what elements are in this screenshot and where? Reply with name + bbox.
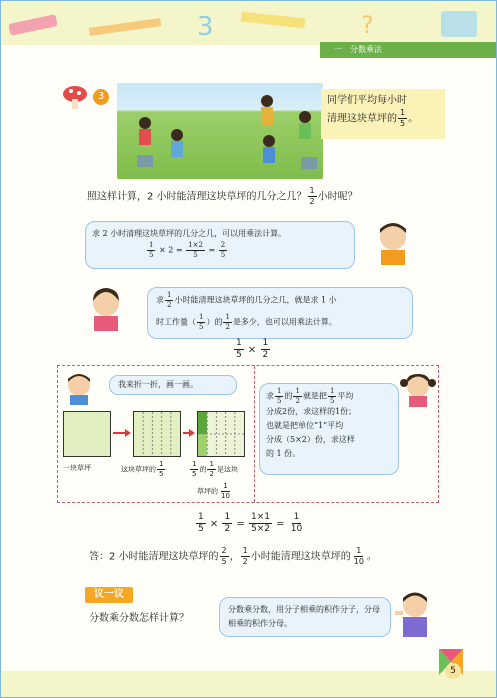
- fraction-numerator: 1×1: [250, 512, 270, 522]
- answer-end: 。: [366, 551, 377, 563]
- hint-line2-a: 时工作量: [156, 317, 188, 327]
- label-whole-lawn: 一块草坪: [63, 464, 91, 472]
- hint-bubble-girl: [147, 287, 413, 339]
- multiplication-expression: [233, 339, 271, 360]
- prompt-text: 照这样计算，2 小时能清理这块草坪的几分之几？: [87, 191, 307, 203]
- chapter-tab: [320, 42, 496, 58]
- answer-comma: ，: [229, 551, 240, 563]
- top-decoration-band: [1, 1, 496, 45]
- fraction-denominator: 2: [309, 197, 315, 206]
- discuss-bubble: [219, 597, 391, 637]
- punctuation: 。: [408, 113, 419, 125]
- girl-avatar: [85, 285, 127, 331]
- discuss-ribbon: 议一议: [85, 587, 133, 603]
- boy-avatar-pointing: [395, 589, 435, 637]
- hint-bubble-boy: [85, 221, 355, 269]
- answer-prefix: 答：2 小时能清理这块草坪的: [89, 551, 219, 563]
- girl-note-line5: 的 1 份。: [266, 449, 301, 458]
- result-denominator: 10: [290, 524, 303, 534]
- bottom-decoration-band: [1, 671, 496, 697]
- fraction-numerator: 1: [262, 338, 269, 348]
- answer-line: 答：2 小时能清理这块草坪的 $\frac{2}{5}$ ， $\frac{1}{2}$ 小时能清理这块草坪的 $\frac{1}{10}$ 。: [89, 546, 377, 566]
- example-badge: [61, 83, 113, 111]
- girl-note-line1: 求 $\frac{1}{5}$ 的 $\frac{1}{2}$ 就是把 $\frac{1}{5}$ 平均: [266, 387, 354, 405]
- page-number: 5: [445, 663, 461, 679]
- girl-note-line3: 也就是把单位“1”平均: [266, 421, 344, 430]
- discuss-bubble-text: 分数乘分数，用分子相乘的积作分子，分母相乘的积作分母。: [228, 605, 380, 628]
- fraction-denominator: 5: [236, 350, 242, 360]
- box-divider: [254, 366, 256, 502]
- label-fifth: 这块草坪的 $\frac{1}{5}$: [121, 460, 164, 478]
- example-question-line2: [327, 109, 439, 128]
- hint-line2-b: 的: [214, 317, 223, 327]
- hint-line2-c: 是多少，也可以用乘法计算。: [232, 317, 337, 327]
- boy-avatar-small: [63, 371, 95, 405]
- boy-avatar: [373, 219, 413, 265]
- label-tenth-b: 是这块: [216, 465, 238, 474]
- speech-bubble-fold: [109, 375, 237, 395]
- fraction-denominator: 2: [262, 350, 269, 360]
- prompt-fraction: [308, 187, 317, 206]
- fraction-denominator: 5×2: [250, 524, 270, 534]
- fold-speech-text: 我来折一折，画一画。: [118, 380, 198, 389]
- tenths-square: [197, 411, 245, 457]
- fifths-square: [133, 411, 181, 457]
- stationery-decoration: [1, 1, 496, 45]
- svg-text:3: 3: [197, 12, 214, 42]
- arrow-head-2: [189, 429, 195, 437]
- hint-equation: $\frac{1}{5}$ × 2 = $\frac{1\times 2}{5}$ = $\frac{2}{5}$: [149, 241, 226, 259]
- equals-sign: =: [236, 518, 245, 530]
- hint-text: 求 2 小时清理这块草坪的几分之几，可以用乘法计算。: [92, 229, 287, 238]
- label-fifth-text: 这块草坪的: [121, 465, 156, 474]
- example-question-card: [321, 89, 445, 139]
- arrow-head-1: [125, 429, 131, 437]
- problem-prompt: [87, 187, 358, 206]
- svg-text:?: ?: [361, 11, 374, 39]
- example-number: 3: [93, 89, 109, 105]
- fraction-numerator: 1: [236, 338, 242, 348]
- fraction-numerator: 1: [309, 186, 315, 195]
- label-tenth: $\frac{1}{5}$ 的 $\frac{1}{2}$ 是这块: [192, 460, 238, 478]
- example-question-text: 清理这块草坪的: [327, 113, 397, 125]
- girl-note-lines: [266, 388, 356, 461]
- girl-hint-line2: 时工作量（ $\frac{1}{5}$ ）的 $\frac{1}{2}$ 是多少，也可以用乘法计算。: [156, 313, 337, 331]
- result-numerator: 1: [293, 512, 300, 522]
- chapter-title: 一 分数乘法: [334, 45, 382, 54]
- whole-lawn-square: [63, 411, 111, 457]
- label-tenth-a: 的: [199, 465, 207, 474]
- girl-note-line2: 分成2份，求这样的1份；: [266, 407, 357, 416]
- example-fraction: [398, 109, 407, 128]
- prompt-tail: 小时呢？: [317, 191, 358, 203]
- girl-hint-line1: 求 $\frac{1}{2}$ 小时能清理这块草坪的几分之几，就是求 1 小: [156, 291, 337, 309]
- fraction-denominator: 5: [400, 119, 406, 128]
- label-tenth-line2: 草坪的 $\frac{1}{10}$: [197, 482, 230, 500]
- solution-equation: $\frac{1}{5}$ × $\frac{1}{2}$ = $\frac{1\times 1}{5\times 2}$ = $\frac{1}{10}$: [198, 512, 303, 534]
- children-cleaning-scene: [117, 83, 323, 179]
- fraction-numerator: 1: [400, 108, 406, 117]
- discuss-question: 分数乘分数怎样计算？: [89, 613, 189, 624]
- answer-tail: 小时能清理这块草坪的: [250, 551, 351, 563]
- lawn-cleaning-illustration: [117, 83, 323, 179]
- girl-note-line4: 分成（5×2）份，求这样: [266, 435, 355, 444]
- example-question-line1: 同学们平均每小时: [327, 95, 407, 106]
- label-tenth-c: 草坪的: [197, 487, 218, 496]
- girl-avatar-small: [399, 371, 437, 407]
- hint-line1-a: 求: [156, 295, 164, 305]
- times-sign: ×: [247, 344, 257, 356]
- hint-line1-b: 小时能清理这块草坪的几分之几，就是求 1 小: [174, 295, 337, 305]
- girl-explanation-bubble: [259, 383, 399, 475]
